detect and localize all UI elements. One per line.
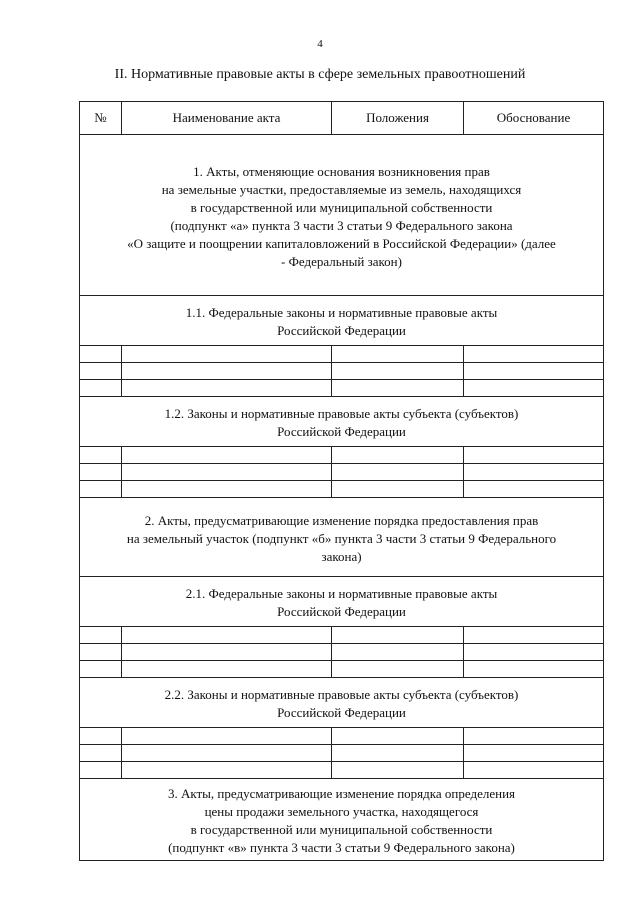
heading-line: (подпункт «в» пункта 3 части 3 статьи 9 Федерального закона) — [168, 840, 515, 855]
heading-line: на земельный участок (подпункт «б» пункта 3 части 3 статьи 9 Федерального — [126, 530, 557, 546]
section-2-2-row — [80, 678, 604, 728]
table-row — [80, 380, 604, 397]
heading-line: (подпункт «а» пункта 3 части 3 статьи 9 Федерального закона — [170, 217, 513, 233]
table-row — [80, 447, 604, 464]
heading-line: 1. Акты, отменяющие основания возникновения прав — [193, 163, 490, 179]
section-1-row — [80, 135, 604, 296]
table-row — [80, 464, 604, 481]
heading-line: Российской Федерации — [277, 424, 406, 439]
section-2-heading — [80, 498, 604, 577]
heading-line: Российской Федерации — [277, 323, 406, 338]
table-row — [80, 346, 604, 363]
section-1-2-heading — [80, 397, 604, 447]
table-row — [80, 644, 604, 661]
heading-line: 2. Акты, предусматривающие изменение порядка предоставления прав — [144, 512, 539, 528]
heading-line: - Федеральный закон) — [281, 253, 402, 269]
heading-line: на земельные участки, предоставляемые из земель, находящихся — [161, 181, 522, 197]
heading-line: 1.2. Законы и нормативные правовые акты субъекта (субъектов) — [164, 406, 519, 421]
section-title: II. Нормативные правовые акты в сфере земельных правоотношений — [114, 67, 526, 82]
table-header-row — [80, 102, 604, 135]
section-3-row — [80, 779, 604, 861]
heading-line: 2.2. Законы и нормативные правовые акты субъекта (субъектов) — [164, 687, 519, 702]
section-3-heading — [80, 779, 604, 861]
table-row — [80, 745, 604, 762]
section-1-2-row — [80, 397, 604, 447]
heading-line: 1.1. Федеральные законы и нормативные правовые акты — [185, 305, 498, 320]
heading-line: Российской Федерации — [277, 705, 406, 720]
heading-line: в государственной или муниципальной собственности — [190, 822, 493, 837]
table-row — [80, 627, 604, 644]
header-number: № — [80, 102, 122, 135]
heading-line: 2.1. Федеральные законы и нормативные правовые акты — [185, 586, 498, 601]
header-provisions: Положения — [332, 102, 464, 135]
table-row — [80, 661, 604, 678]
acts-table — [79, 101, 604, 861]
heading-line: «О защите и поощрении капиталовложений в Российской Федерации» (далее — [127, 235, 556, 251]
header-basis: Обоснование — [464, 102, 604, 135]
header-act-name: Наименование акта — [122, 102, 332, 135]
section-2-row — [80, 498, 604, 577]
heading-line: цены продажи земельного участка, находящегося — [204, 804, 479, 819]
table-row — [80, 481, 604, 498]
section-1-1-heading — [80, 296, 604, 346]
section-2-1-row — [80, 577, 604, 627]
section-2-2-heading — [80, 678, 604, 728]
heading-line: в государственной или муниципальной собственности — [190, 199, 493, 215]
section-1-1-row — [80, 296, 604, 346]
heading-line: 3. Акты, предусматривающие изменение порядка определения — [167, 786, 516, 801]
heading-line: закона) — [321, 548, 362, 564]
page-number: 4 — [317, 38, 323, 50]
table-row — [80, 728, 604, 745]
table-row — [80, 762, 604, 779]
table-row — [80, 363, 604, 380]
section-2-1-heading — [80, 577, 604, 627]
section-1-heading — [80, 135, 604, 296]
heading-line: Российской Федерации — [277, 604, 406, 619]
